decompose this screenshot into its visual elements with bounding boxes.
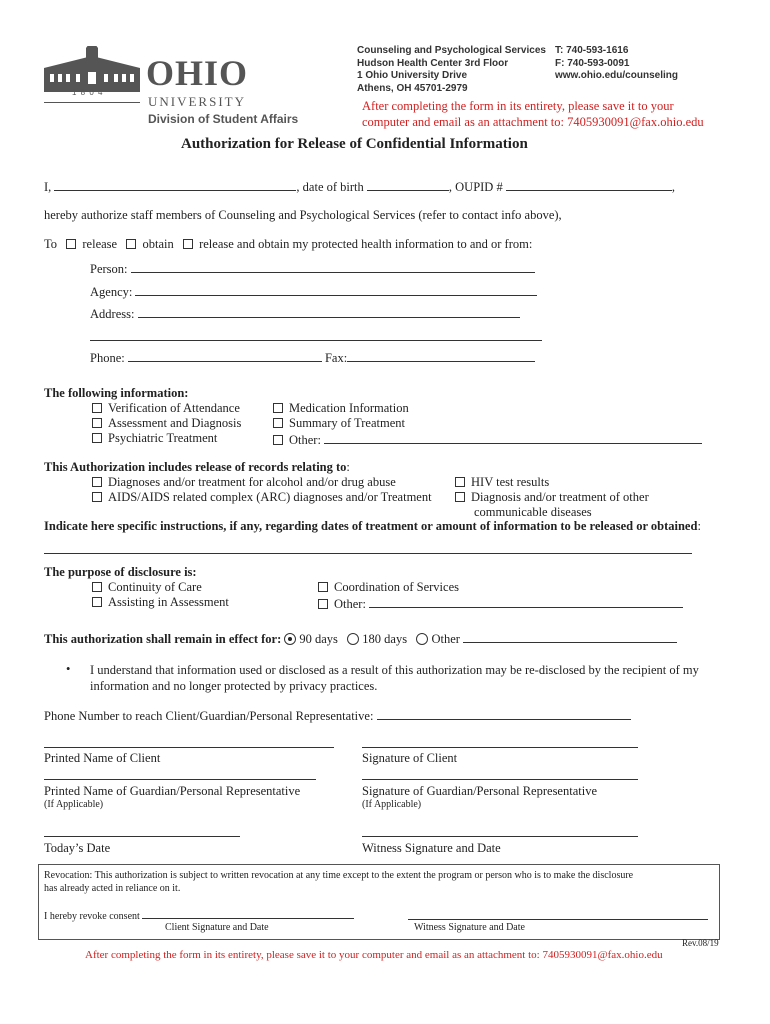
sig-client-field[interactable] xyxy=(362,747,638,748)
authorize-text: hereby authorize staff members of Counseling and Psychological Services (refer to contact info above), xyxy=(44,208,562,222)
fax-label: Fax: xyxy=(324,351,348,365)
summary-checkbox[interactable] xyxy=(273,418,283,428)
phone-rep-field[interactable] xyxy=(377,707,631,720)
release-obtain-checkbox[interactable] xyxy=(183,239,193,249)
effect-180-label: 180 days xyxy=(362,632,408,646)
communicable-label-cont: communicable diseases xyxy=(474,505,592,519)
records-colon: : xyxy=(346,460,350,474)
assisting-label: Assisting in Assessment xyxy=(108,595,229,609)
info-other-field[interactable] xyxy=(324,431,702,444)
effect-other-label: Other xyxy=(431,632,460,646)
bullet-line1: I understand that information used or disclosed as a result of this authorization may be re-disclosed by the recipient of my xyxy=(90,663,699,677)
summary-label: Summary of Treatment xyxy=(289,416,405,430)
todays-date-field[interactable] xyxy=(44,836,240,837)
information-heading: The following information: xyxy=(44,386,189,400)
revision-label: Rev.08/19 xyxy=(682,938,719,948)
address-label: Address: xyxy=(90,307,135,321)
contact-web: www.ohio.edu/counseling xyxy=(555,70,678,81)
instructions-colon: : xyxy=(697,519,701,533)
contact-line4: Athens, OH 45701-2979 xyxy=(357,82,468,94)
printed-guardian-field[interactable] xyxy=(44,779,316,780)
phone-label: Phone: xyxy=(90,351,125,365)
verification-checkbox[interactable] xyxy=(92,403,102,413)
alcohol-drug-checkbox[interactable] xyxy=(92,477,102,487)
contact-fax: F: 740-593-0091 xyxy=(555,57,630,69)
dob-label: , date of birth xyxy=(296,180,364,194)
hiv-checkbox[interactable] xyxy=(455,477,465,487)
effect-90-radio[interactable] xyxy=(284,633,296,645)
purpose-heading: The purpose of disclosure is: xyxy=(44,565,197,579)
purpose-other-checkbox[interactable] xyxy=(318,599,328,609)
dob-field[interactable] xyxy=(367,178,449,191)
continuity-checkbox[interactable] xyxy=(92,582,102,592)
address-field-line2[interactable] xyxy=(90,340,542,341)
revocation-line1: Revocation: This authorization is subject to written revocation at any time except to the extent the program or person who is to make the disclosure xyxy=(44,870,634,881)
communicable-checkbox[interactable] xyxy=(455,492,465,502)
contact-line2: Hudson Health Center 3rd Floor xyxy=(357,57,509,69)
page-title: Authorization for Release of Confidential Information xyxy=(181,136,528,152)
info-other-label: Other: xyxy=(289,433,321,447)
effect-other-radio[interactable] xyxy=(416,633,428,645)
obtain-label: obtain xyxy=(142,237,174,251)
witness-label: Witness Signature and Date xyxy=(362,841,501,855)
phone-rep-label: Phone Number to reach Client/Guardian/Personal Representative: xyxy=(44,709,374,723)
oupid-field[interactable] xyxy=(506,178,672,191)
to-line xyxy=(44,237,532,252)
verification-label: Verification of Attendance xyxy=(108,401,240,415)
client-sig-date-label: Client Signature and Date xyxy=(165,922,269,933)
address-field[interactable] xyxy=(138,305,520,318)
revoke-label: I hereby revoke consent xyxy=(44,911,140,922)
witness-field[interactable] xyxy=(362,836,638,837)
psychiatric-checkbox[interactable] xyxy=(92,433,102,443)
logo-university: UNIVERSITY xyxy=(148,94,246,109)
person-label: Person: xyxy=(90,262,128,276)
continuity-label: Continuity of Care xyxy=(108,580,202,594)
effect-180-radio[interactable] xyxy=(347,633,359,645)
oupid-label: , OUPID # xyxy=(448,180,503,194)
fax-field[interactable] xyxy=(347,349,535,362)
records-heading: This Authorization includes release of records relating to xyxy=(44,460,347,474)
agency-label: Agency: xyxy=(90,285,133,299)
bullet-dot: • xyxy=(66,662,71,676)
obtain-checkbox[interactable] xyxy=(126,239,136,249)
person-field[interactable] xyxy=(131,260,535,273)
printed-client-field[interactable] xyxy=(44,747,334,748)
logo-division: Division of Student Affairs xyxy=(148,112,299,126)
psychiatric-label: Psychiatric Treatment xyxy=(108,431,218,445)
revoke-client-field[interactable] xyxy=(142,909,354,919)
sig-guardian-field[interactable] xyxy=(362,779,638,780)
contact-line3: 1 Ohio University Drive xyxy=(357,70,468,81)
purpose-other-field[interactable] xyxy=(369,595,683,608)
coordination-label: Coordination of Services xyxy=(334,580,459,594)
contact-phone: T: 740-593-1616 xyxy=(555,45,629,56)
coordination-checkbox[interactable] xyxy=(318,582,328,592)
medication-label: Medication Information xyxy=(289,401,409,415)
aids-checkbox[interactable] xyxy=(92,492,102,502)
communicable-label: Diagnosis and/or treatment of other xyxy=(471,490,649,504)
purpose-other-label: Other: xyxy=(334,597,366,611)
alcohol-drug-label: Diagnoses and/or treatment for alcohol and/or drug abuse xyxy=(108,475,396,489)
release-obtain-label: release and obtain my protected health information to and or from: xyxy=(199,237,533,251)
instructions-field[interactable] xyxy=(44,553,692,554)
witness-sig-date-label: Witness Signature and Date xyxy=(414,922,525,933)
aids-label: AIDS/AIDS related complex (ARC) diagnoses and/or Treatment xyxy=(108,490,432,504)
assessment-label: Assessment and Diagnosis xyxy=(108,416,242,430)
printed-guardian-label: Printed Name of Guardian/Personal Representative xyxy=(44,784,301,798)
logo-year: 1 8 0 4 xyxy=(72,88,104,97)
todays-date-label: Today’s Date xyxy=(44,841,111,855)
assessment-checkbox[interactable] xyxy=(92,418,102,428)
logo-ohio: OHIO xyxy=(146,53,249,93)
info-other-checkbox[interactable] xyxy=(273,435,283,445)
agency-field[interactable] xyxy=(135,283,537,296)
sig-guardian-label: Signature of Guardian/Personal Representative xyxy=(362,784,597,798)
assisting-checkbox[interactable] xyxy=(92,597,102,607)
sig-client-label: Signature of Client xyxy=(362,751,458,765)
printed-client-label: Printed Name of Client xyxy=(44,751,161,765)
header-notice-line2: computer and email as an attachment to: 7405930091@fax.ohio.edu xyxy=(362,115,704,129)
revoke-witness-field[interactable] xyxy=(408,919,708,920)
instructions-label: Indicate here specific instructions, if any, regarding dates of treatment or amount of information to be released or obtained xyxy=(44,519,698,533)
if-applicable-right: (If Applicable) xyxy=(362,799,422,810)
header-notice-line1: After completing the form in its entirety, please save it to your xyxy=(362,99,674,113)
to-label: To xyxy=(44,237,58,251)
bullet-line2: information and no longer protected by privacy practices. xyxy=(90,679,378,693)
release-label: release xyxy=(82,237,118,251)
i-label: I, xyxy=(44,180,52,194)
medication-checkbox[interactable] xyxy=(273,403,283,413)
footer-notice: After completing the form in its entirety, please save it to your computer and email as an attachment to: 7405930091@fax.ohio.edu xyxy=(85,949,663,961)
release-checkbox[interactable] xyxy=(66,239,76,249)
if-applicable-left: (If Applicable) xyxy=(44,799,104,810)
client-name-field[interactable] xyxy=(54,178,296,191)
intro-line xyxy=(44,178,675,195)
contact-line1: Counseling and Psychological Services xyxy=(357,45,546,56)
phone-field[interactable] xyxy=(128,349,322,362)
revocation-line2: has already acted in reliance on it. xyxy=(44,883,181,894)
effect-label: This authorization shall remain in effect for: xyxy=(44,632,282,646)
hiv-label: HIV test results xyxy=(471,475,550,489)
comma: , xyxy=(671,180,675,194)
effect-other-field[interactable] xyxy=(463,630,677,643)
effect-90-label: 90 days xyxy=(299,632,338,646)
ohio-logo xyxy=(42,44,322,134)
